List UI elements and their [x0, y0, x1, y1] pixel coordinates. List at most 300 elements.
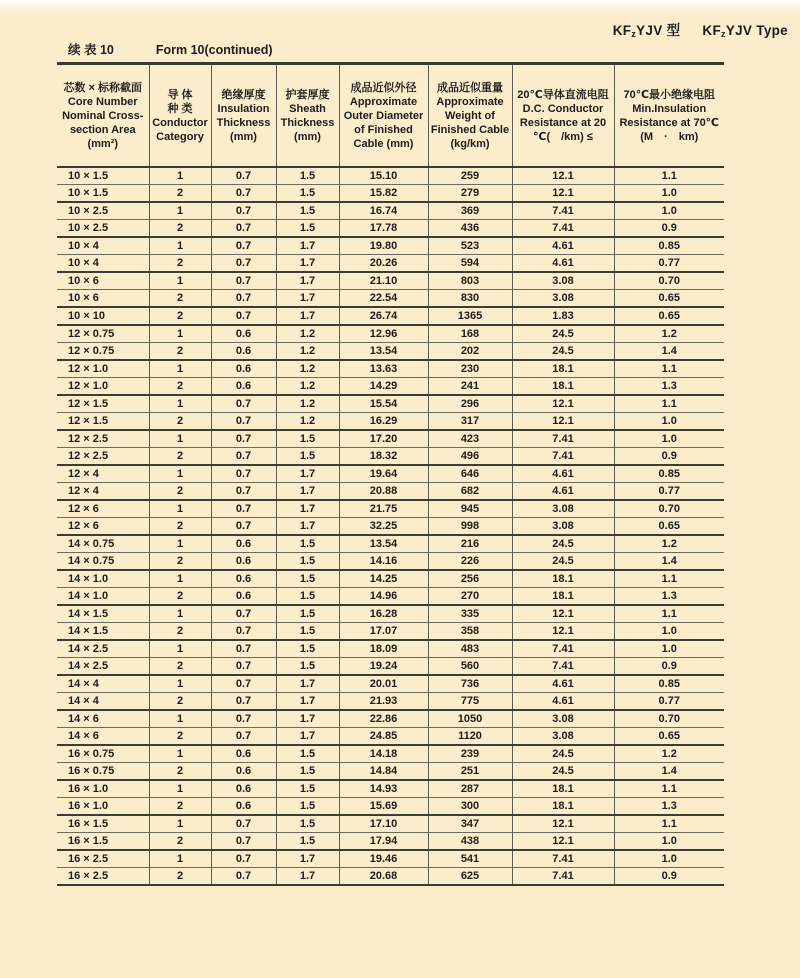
min-insulation-resistance-cell: 0.9	[614, 448, 724, 466]
sheath-thickness-cell: 1.2	[276, 360, 339, 378]
insulation-thickness-cell: 0.6	[211, 570, 276, 588]
outer-diameter-cell: 21.93	[339, 693, 428, 711]
table-row	[57, 202, 724, 220]
insulation-thickness-cell: 0.7	[211, 220, 276, 238]
sheath-thickness-cell: 1.5	[276, 763, 339, 781]
cable-type-cn: $KF_zYJV$ 型	[612, 23, 681, 39]
header-line: 护套厚度	[285, 88, 330, 101]
column-header-core-size	[57, 64, 149, 168]
header-line: Core Number	[67, 95, 138, 108]
table-row	[57, 675, 724, 693]
header-line: Category	[156, 130, 204, 143]
weight-cell: 347	[428, 815, 512, 833]
dc-resistance-cell: 4.61	[512, 693, 614, 711]
outer-diameter-cell: 14.29	[339, 378, 428, 396]
conductor-category-cell: 2	[149, 798, 211, 816]
header-line: Conductor	[152, 116, 208, 129]
header-line: 成品近似外径	[350, 81, 417, 94]
sheath-thickness-cell: 1.5	[276, 815, 339, 833]
weight-cell: 335	[428, 605, 512, 623]
dc-resistance-cell: 12.1	[512, 605, 614, 623]
table-caption	[68, 40, 273, 58]
min-insulation-resistance-cell: 1.1	[614, 360, 724, 378]
min-insulation-resistance-cell: 1.0	[614, 640, 724, 658]
conductor-category-cell: 2	[149, 868, 211, 886]
table-row	[57, 237, 724, 255]
sheath-thickness-cell: 1.5	[276, 833, 339, 851]
header-line: Resistance at 20	[519, 116, 607, 129]
header-line: 芯数 × 标称截面	[63, 81, 143, 94]
header-line: Nominal Cross-	[62, 109, 144, 122]
outer-diameter-cell: 19.64	[339, 465, 428, 483]
min-insulation-resistance-cell: 1.0	[614, 430, 724, 448]
core-size-cell: 14 × 1.5	[57, 623, 149, 641]
column-header-outer-diameter	[339, 64, 428, 168]
weight-cell: 945	[428, 500, 512, 518]
min-insulation-resistance-cell: 1.4	[614, 553, 724, 571]
dc-resistance-cell: 7.41	[512, 430, 614, 448]
insulation-thickness-cell: 0.6	[211, 378, 276, 396]
dc-resistance-cell: 12.1	[512, 167, 614, 185]
min-insulation-resistance-cell: 1.3	[614, 588, 724, 606]
table-row	[57, 588, 724, 606]
header-line: Approximate	[349, 95, 418, 108]
min-insulation-resistance-cell: 1.1	[614, 395, 724, 413]
core-size-cell: 10 × 10	[57, 307, 149, 325]
cable-spec-table	[57, 62, 724, 886]
min-insulation-resistance-cell: 0.70	[614, 710, 724, 728]
conductor-category-cell: 2	[149, 307, 211, 325]
weight-cell: 541	[428, 850, 512, 868]
outer-diameter-cell: 21.75	[339, 500, 428, 518]
dc-resistance-cell: 24.5	[512, 535, 614, 553]
insulation-thickness-cell: 0.7	[211, 237, 276, 255]
sheath-thickness-cell: 1.5	[276, 553, 339, 571]
table-row	[57, 220, 724, 238]
dc-resistance-cell: 3.08	[512, 290, 614, 308]
conductor-category-cell: 1	[149, 570, 211, 588]
min-insulation-resistance-cell: 0.70	[614, 272, 724, 290]
core-size-cell: 14 × 6	[57, 710, 149, 728]
header-line: Sheath	[289, 102, 326, 115]
insulation-thickness-cell: 0.6	[211, 798, 276, 816]
outer-diameter-cell: 12.96	[339, 325, 428, 343]
min-insulation-resistance-cell: 0.77	[614, 693, 724, 711]
insulation-thickness-cell: 0.7	[211, 623, 276, 641]
insulation-thickness-cell: 0.7	[211, 465, 276, 483]
core-size-cell: 10 × 6	[57, 272, 149, 290]
insulation-thickness-cell: 0.7	[211, 833, 276, 851]
cable-type-en: $KF_zYJV$ Type	[702, 23, 788, 39]
table-header	[57, 64, 724, 168]
min-insulation-resistance-cell: 1.2	[614, 535, 724, 553]
dc-resistance-cell: 24.5	[512, 553, 614, 571]
conductor-category-cell: 2	[149, 185, 211, 203]
weight-cell: 358	[428, 623, 512, 641]
min-insulation-resistance-cell: 0.65	[614, 728, 724, 746]
dc-resistance-cell: 18.1	[512, 798, 614, 816]
dc-resistance-cell: 7.41	[512, 202, 614, 220]
insulation-thickness-cell: 0.7	[211, 500, 276, 518]
outer-diameter-cell: 15.54	[339, 395, 428, 413]
core-size-cell: 12 × 1.0	[57, 360, 149, 378]
dc-resistance-cell: 7.41	[512, 448, 614, 466]
core-size-cell: 12 × 2.5	[57, 448, 149, 466]
dc-resistance-cell: 3.08	[512, 728, 614, 746]
weight-cell: 560	[428, 658, 512, 676]
core-size-cell: 12 × 4	[57, 483, 149, 501]
table-caption-en: Form 10(continued)	[155, 43, 273, 57]
conductor-category-cell: 1	[149, 710, 211, 728]
insulation-thickness-cell: 0.6	[211, 763, 276, 781]
weight-cell: 803	[428, 272, 512, 290]
conductor-category-cell: 2	[149, 378, 211, 396]
header-line: (mm)	[230, 130, 257, 143]
table-row	[57, 710, 724, 728]
insulation-thickness-cell: 0.7	[211, 290, 276, 308]
conductor-category-cell: 2	[149, 763, 211, 781]
insulation-thickness-cell: 0.7	[211, 185, 276, 203]
conductor-category-cell: 2	[149, 658, 211, 676]
insulation-thickness-cell: 0.7	[211, 658, 276, 676]
table-row	[57, 640, 724, 658]
insulation-thickness-cell: 0.7	[211, 448, 276, 466]
min-insulation-resistance-cell: 1.0	[614, 850, 724, 868]
conductor-category-cell: 2	[149, 833, 211, 851]
min-insulation-resistance-cell: 1.3	[614, 378, 724, 396]
outer-diameter-cell: 24.85	[339, 728, 428, 746]
core-size-cell: 14 × 6	[57, 728, 149, 746]
table-row	[57, 623, 724, 641]
table-row	[57, 378, 724, 396]
insulation-thickness-cell: 0.6	[211, 553, 276, 571]
table-row	[57, 868, 724, 886]
core-size-cell: 10 × 6	[57, 290, 149, 308]
outer-diameter-cell: 16.74	[339, 202, 428, 220]
table-row	[57, 255, 724, 273]
weight-cell: 625	[428, 868, 512, 886]
table-row	[57, 780, 724, 798]
dc-resistance-cell: 3.08	[512, 272, 614, 290]
dc-resistance-cell: 4.61	[512, 465, 614, 483]
conductor-category-cell: 1	[149, 815, 211, 833]
dc-resistance-cell: 24.5	[512, 763, 614, 781]
sheath-thickness-cell: 1.5	[276, 745, 339, 763]
table-row	[57, 272, 724, 290]
weight-cell: 496	[428, 448, 512, 466]
dc-resistance-cell: 4.61	[512, 255, 614, 273]
header-line: 种 类	[167, 102, 193, 115]
insulation-thickness-cell: 0.7	[211, 272, 276, 290]
core-size-cell: 16 × 2.5	[57, 850, 149, 868]
table-row	[57, 185, 724, 203]
header-line: Approximate	[436, 95, 504, 108]
table-row	[57, 167, 724, 185]
outer-diameter-cell: 16.29	[339, 413, 428, 431]
core-size-cell: 12 × 6	[57, 518, 149, 536]
insulation-thickness-cell: 0.6	[211, 343, 276, 361]
dc-resistance-cell: 4.61	[512, 675, 614, 693]
core-size-cell: 14 × 2.5	[57, 658, 149, 676]
insulation-thickness-cell: 0.7	[211, 483, 276, 501]
min-insulation-resistance-cell: 0.9	[661, 870, 677, 882]
sheath-thickness-cell: 1.5	[276, 167, 339, 185]
outer-diameter-cell: 17.10	[339, 815, 428, 833]
conductor-category-cell: 1	[149, 745, 211, 763]
min-insulation-resistance-cell: 1.0	[614, 413, 724, 431]
sheath-thickness-cell: 1.5	[276, 588, 339, 606]
table-row	[57, 728, 724, 746]
sheath-thickness-cell: 1.7	[276, 237, 339, 255]
core-size-cell: 14 × 4	[57, 693, 149, 711]
table-row	[57, 605, 724, 623]
conductor-category-cell: 2	[149, 413, 211, 431]
header-line: Thickness	[216, 116, 271, 129]
dc-resistance-cell: 3.08	[512, 710, 614, 728]
sheath-thickness-cell: 1.7	[276, 483, 339, 501]
insulation-thickness-cell: 0.7	[211, 413, 276, 431]
outer-diameter-cell: 20.26	[339, 255, 428, 273]
dc-resistance-cell: 18.1	[512, 588, 614, 606]
sheath-thickness-cell: 1.7	[276, 500, 339, 518]
dc-resistance-cell: 12.1	[512, 833, 614, 851]
sheath-thickness-cell: 1.5	[276, 623, 339, 641]
outer-diameter-cell: 17.20	[339, 430, 428, 448]
dc-resistance-cell: 3.08	[512, 500, 614, 518]
core-size-cell: 14 × 1.0	[57, 570, 149, 588]
outer-diameter-cell: 19.80	[339, 237, 428, 255]
outer-diameter-cell: 17.94	[339, 833, 428, 851]
core-size-cell: 14 × 1.0	[57, 588, 149, 606]
core-size-cell: 14 × 4	[57, 675, 149, 693]
table-row	[57, 553, 724, 571]
header-line: Cable (mm)	[353, 137, 414, 150]
outer-diameter-cell: 18.32	[339, 448, 428, 466]
header-line: (mm)	[294, 130, 321, 143]
outer-diameter-cell: 22.86	[339, 710, 428, 728]
sheath-thickness-cell: 1.7	[276, 465, 339, 483]
min-insulation-resistance-cell: 0.77	[614, 255, 724, 273]
sheath-thickness-cell: 1.7	[276, 272, 339, 290]
conductor-category-cell: 2	[149, 693, 211, 711]
cable-type-title	[613, 19, 788, 39]
sheath-thickness-cell: 1.2	[276, 413, 339, 431]
sheath-thickness-cell: 1.5	[276, 658, 339, 676]
sheath-thickness-cell: 1.5	[276, 535, 339, 553]
weight-cell: 216	[428, 535, 512, 553]
insulation-thickness-cell: 0.7	[211, 255, 276, 273]
conductor-category-cell: 2	[149, 553, 211, 571]
column-header-dc-resistance	[512, 64, 614, 168]
sheath-thickness-cell: 1.5	[276, 430, 339, 448]
weight-cell: 296	[428, 395, 512, 413]
weight-cell: 256	[428, 570, 512, 588]
header-line: 成品近似重量	[437, 81, 503, 94]
outer-diameter-cell: 19.24	[339, 658, 428, 676]
core-size-cell: 12 × 1.5	[57, 413, 149, 431]
header-line: Weight of	[445, 109, 495, 122]
weight-cell: 1365	[428, 307, 512, 325]
weight-cell: 279	[428, 185, 512, 203]
min-insulation-resistance-cell: 1.2	[614, 325, 724, 343]
core-size-cell: 10 × 1.5	[57, 167, 149, 185]
dc-resistance-cell: 7.41	[512, 658, 614, 676]
sheath-thickness-cell: 1.5	[276, 220, 339, 238]
sheath-thickness-cell: 1.5	[276, 798, 339, 816]
sheath-thickness-cell: 1.7	[276, 290, 339, 308]
table-row	[57, 570, 724, 588]
table-row	[57, 518, 724, 536]
sheath-thickness-cell: 1.5	[276, 605, 339, 623]
outer-diameter-cell: 14.84	[339, 763, 428, 781]
core-size-cell: 10 × 2.5	[57, 220, 149, 238]
header-line: Finished Cable	[430, 123, 510, 136]
core-size-cell: 14 × 2.5	[57, 640, 149, 658]
insulation-thickness-cell: 0.7	[211, 868, 276, 886]
core-size-cell: 14 × 0.75	[57, 553, 149, 571]
insulation-thickness-cell: 0.7	[211, 167, 276, 185]
weight-cell: 1120	[428, 728, 512, 746]
insulation-thickness-cell: 0.7	[211, 640, 276, 658]
insulation-thickness-cell: 0.6	[211, 535, 276, 553]
conductor-category-cell: 1	[149, 360, 211, 378]
table-row	[57, 693, 724, 711]
table-body	[57, 167, 724, 885]
min-insulation-resistance-cell: 0.65	[614, 518, 724, 536]
core-size-cell: 10 × 4	[57, 237, 149, 255]
sheath-thickness-cell: 1.2	[276, 343, 339, 361]
insulation-thickness-cell: 0.7	[211, 202, 276, 220]
dc-resistance-cell: 12.1	[512, 395, 614, 413]
core-size-cell: 14 × 1.5	[57, 605, 149, 623]
insulation-thickness-cell: 0.7	[211, 710, 276, 728]
dc-resistance-cell: 12.1	[512, 185, 614, 203]
conductor-category-cell: 1	[149, 325, 211, 343]
table-row	[57, 465, 724, 483]
table-row	[57, 413, 724, 431]
core-size-cell: 12 × 0.75	[57, 343, 149, 361]
core-size-cell: 16 × 1.5	[57, 833, 149, 851]
min-insulation-resistance-cell: 0.85	[614, 465, 724, 483]
header-line: 导 体	[167, 88, 193, 101]
table-row	[57, 500, 724, 518]
conductor-category-cell: 2	[149, 588, 211, 606]
min-insulation-resistance-cell: 1.0	[614, 623, 724, 641]
insulation-thickness-cell: 0.7	[211, 605, 276, 623]
outer-diameter-cell: 15.69	[339, 798, 428, 816]
conductor-category-cell: 1	[149, 535, 211, 553]
min-insulation-resistance-cell: 1.4	[614, 763, 724, 781]
core-size-cell: 16 × 1.0	[57, 798, 149, 816]
table-row	[57, 360, 724, 378]
sheath-thickness-cell: 1.7	[276, 307, 339, 325]
dc-resistance-cell: 7.41	[512, 850, 614, 868]
outer-diameter-cell: 14.18	[339, 745, 428, 763]
insulation-thickness-cell: 0.7	[211, 693, 276, 711]
weight-cell: 682	[428, 483, 512, 501]
outer-diameter-cell: 17.07	[339, 623, 428, 641]
min-insulation-resistance-cell: 1.1	[614, 570, 724, 588]
core-size-cell: 12 × 0.75	[57, 325, 149, 343]
conductor-category-cell: 1	[149, 237, 211, 255]
core-size-cell: 10 × 4	[57, 255, 149, 273]
outer-diameter-cell: 13.54	[339, 343, 428, 361]
core-size-cell: 16 × 0.75	[57, 745, 149, 763]
outer-diameter-cell: 14.93	[339, 780, 428, 798]
header-line: 70℃最小绝缘电阻	[623, 88, 716, 101]
column-header-insulation-thickness	[211, 64, 276, 168]
table-row	[57, 535, 724, 553]
outer-diameter-cell: 15.82	[339, 185, 428, 203]
header-line: ℃( /km) ≤	[533, 130, 593, 143]
conductor-category-cell: 1	[149, 500, 211, 518]
core-size-cell: 14 × 0.75	[57, 535, 149, 553]
conductor-category-cell: 1	[149, 167, 211, 185]
min-insulation-resistance-cell: 1.1	[614, 815, 724, 833]
dc-resistance-cell: 18.1	[512, 378, 614, 396]
dc-resistance-cell: 24.5	[512, 325, 614, 343]
outer-diameter-cell: 21.10	[339, 272, 428, 290]
table-row	[57, 325, 724, 343]
core-size-cell: 16 × 2.5	[57, 868, 149, 886]
table-row	[57, 483, 724, 501]
min-insulation-resistance-cell: 0.65	[614, 290, 724, 308]
weight-cell: 287	[428, 780, 512, 798]
conductor-category-cell: 1	[149, 465, 211, 483]
weight-cell: 230	[428, 360, 512, 378]
conductor-category-cell: 1	[149, 272, 211, 290]
column-header-sheath-thickness	[276, 64, 339, 168]
weight-cell: 202	[428, 343, 512, 361]
sheath-thickness-cell: 1.7	[276, 850, 339, 868]
table-row	[57, 798, 724, 816]
sheath-thickness-cell: 1.7	[276, 518, 339, 536]
outer-diameter-cell: 20.88	[339, 483, 428, 501]
insulation-thickness-cell: 0.7	[211, 430, 276, 448]
sheath-thickness-cell: 1.5	[276, 185, 339, 203]
core-size-cell: 16 × 1.5	[57, 815, 149, 833]
dc-resistance-cell: 24.5	[512, 745, 614, 763]
header-line: (mm²)	[87, 137, 119, 150]
weight-cell: 270	[428, 588, 512, 606]
dc-resistance-cell: 12.1	[512, 413, 614, 431]
header-line: Insulation	[217, 102, 270, 115]
header-line: of Finished	[354, 123, 413, 136]
min-insulation-resistance-cell: 1.2	[614, 745, 724, 763]
weight-cell: 226	[428, 553, 512, 571]
weight-cell: 259	[428, 167, 512, 185]
conductor-category-cell: 1	[149, 395, 211, 413]
table-row	[57, 448, 724, 466]
core-size-cell: 12 × 2.5	[57, 430, 149, 448]
insulation-thickness-cell: 0.6	[211, 745, 276, 763]
header-line: (kg/km)	[450, 137, 490, 150]
sheath-thickness-cell: 1.2	[276, 378, 339, 396]
header-line: 绝缘厚度	[221, 88, 266, 101]
header-line: Resistance at 70℃	[619, 116, 720, 129]
dc-resistance-cell: 12.1	[512, 815, 614, 833]
table-row	[57, 833, 724, 851]
sheath-thickness-cell: 1.5	[276, 202, 339, 220]
min-insulation-resistance-cell: 0.85	[614, 237, 724, 255]
weight-cell: 300	[428, 798, 512, 816]
weight-cell: 317	[428, 413, 512, 431]
insulation-thickness-cell: 0.7	[211, 518, 276, 536]
conductor-category-cell: 1	[149, 605, 211, 623]
sheath-thickness-cell: 1.7	[276, 868, 339, 886]
core-size-cell: 10 × 1.5	[57, 185, 149, 203]
conductor-category-cell: 1	[149, 430, 211, 448]
